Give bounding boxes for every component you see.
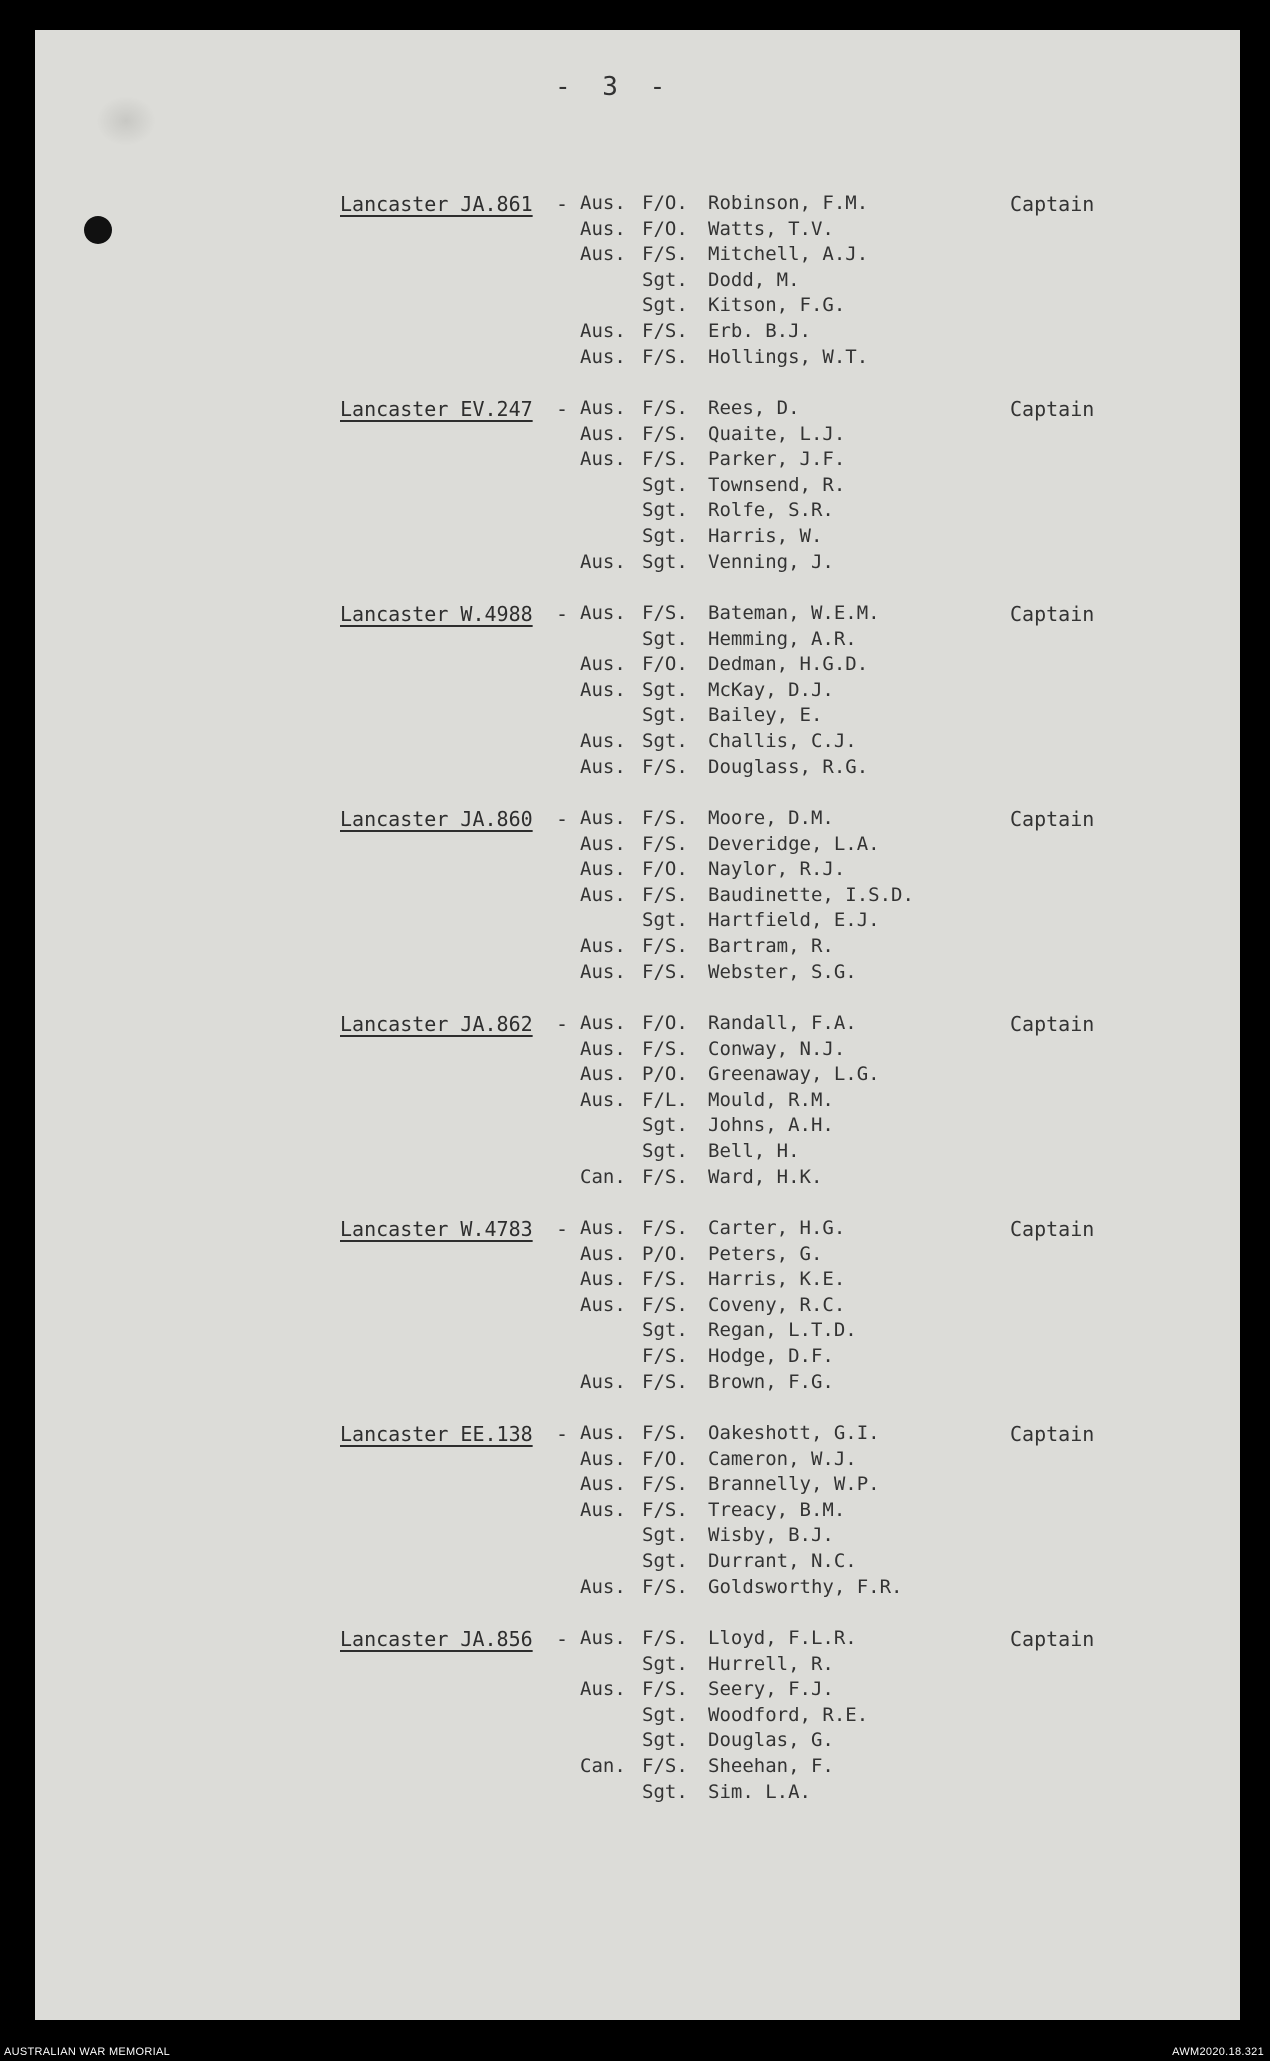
dash-separator: - bbox=[556, 1012, 569, 1036]
crew-member-rank: F/O. bbox=[642, 1012, 688, 1034]
crew-member-rank: F/L. bbox=[642, 1088, 688, 1111]
crew-member-rank: F/S. bbox=[642, 960, 688, 983]
crew-member-nationality: Aus. bbox=[580, 653, 626, 676]
crew-member-name: Coveny, R.C. bbox=[708, 1293, 846, 1316]
crew-member-row bbox=[580, 346, 1000, 372]
dash-separator: - bbox=[556, 192, 569, 216]
crew-member-rank: F/S. bbox=[642, 1678, 688, 1701]
crew-member-rank: Sgt. bbox=[642, 294, 688, 317]
crew-member-name: Bailey, E. bbox=[708, 704, 823, 727]
crew-member-name: Harris, W. bbox=[708, 524, 823, 547]
aircraft-designation: Lancaster W.4988 bbox=[340, 602, 533, 626]
crew-member-row bbox=[580, 1140, 1000, 1166]
crew-members bbox=[580, 397, 1000, 576]
captain-label: Captain bbox=[1010, 192, 1095, 216]
crew-member-name: Mitchell, A.J. bbox=[708, 243, 869, 266]
crew-member-rank: Sgt. bbox=[642, 1729, 688, 1752]
crew-member-nationality: Aus. bbox=[580, 729, 626, 752]
crew-members bbox=[580, 1422, 1000, 1601]
crew-member-name: Cameron, W.J. bbox=[708, 1447, 857, 1470]
crew-member-name: Rees, D. bbox=[708, 397, 800, 419]
crew-member-row bbox=[580, 1627, 1000, 1653]
crew-member-nationality: Aus. bbox=[580, 678, 626, 701]
crew-member-name: Baudinette, I.S.D. bbox=[708, 883, 914, 906]
crew-member-row bbox=[580, 269, 1000, 295]
crew-member-row bbox=[580, 833, 1000, 859]
crew-members bbox=[580, 807, 1000, 986]
crew-member-row bbox=[580, 294, 1000, 320]
crew-member-nationality: Aus. bbox=[580, 192, 626, 214]
crew-member-rank: Sgt. bbox=[642, 1780, 688, 1803]
crew-block bbox=[0, 807, 1270, 1012]
crew-member-name: Carter, H.G. bbox=[708, 1217, 846, 1239]
crew-member-nationality: Aus. bbox=[580, 1473, 626, 1496]
crew-member-name: Deveridge, L.A. bbox=[708, 832, 880, 855]
crew-member-row bbox=[580, 243, 1000, 269]
crew-member-name: Brown, F.G. bbox=[708, 1370, 834, 1393]
aircraft-designation: Lancaster W.4783 bbox=[340, 1217, 533, 1241]
crew-member-row bbox=[580, 1755, 1000, 1781]
crew-member-name: Durrant, N.C. bbox=[708, 1549, 857, 1572]
dash-separator: - bbox=[556, 602, 569, 626]
crew-member-rank: F/S. bbox=[642, 1037, 688, 1060]
crew-member-rank: F/S. bbox=[642, 934, 688, 957]
crew-block bbox=[0, 1627, 1270, 1832]
crew-member-nationality: Aus. bbox=[580, 319, 626, 342]
page-number: - 3 - bbox=[555, 72, 674, 102]
crew-member-name: Randall, F.A. bbox=[708, 1012, 857, 1034]
crew-member-row bbox=[580, 1089, 1000, 1115]
crew-member-name: Sim. L.A. bbox=[708, 1780, 811, 1803]
crew-member-rank: Sgt. bbox=[642, 473, 688, 496]
crew-member-rank: F/S. bbox=[642, 1344, 688, 1367]
crew-member-rank: F/S. bbox=[642, 345, 688, 368]
crew-member-name: Webster, S.G. bbox=[708, 960, 857, 983]
crew-member-row bbox=[580, 653, 1000, 679]
crew-member-name: Quaite, L.J. bbox=[708, 422, 846, 445]
crew-member-rank: P/O. bbox=[642, 1063, 688, 1086]
crew-member-name: Erb. B.J. bbox=[708, 319, 811, 342]
crew-block bbox=[0, 397, 1270, 602]
crew-member-name: Mould, R.M. bbox=[708, 1088, 834, 1111]
dash-separator: - bbox=[556, 1627, 569, 1651]
crew-member-nationality: Aus. bbox=[580, 1447, 626, 1470]
crew-member-row bbox=[580, 628, 1000, 654]
crew-member-nationality: Aus. bbox=[580, 1678, 626, 1701]
crew-member-row bbox=[580, 961, 1000, 987]
crew-member-row bbox=[580, 1704, 1000, 1730]
crew-member-nationality: Aus. bbox=[580, 1422, 626, 1444]
crew-member-row bbox=[580, 1524, 1000, 1550]
crew-member-rank: F/S. bbox=[642, 1268, 688, 1291]
crew-member-row bbox=[580, 525, 1000, 551]
crew-member-nationality: Aus. bbox=[580, 1293, 626, 1316]
captain-label: Captain bbox=[1010, 1012, 1095, 1036]
crew-member-row bbox=[580, 192, 1000, 218]
crew-member-row bbox=[580, 909, 1000, 935]
crew-member-nationality: Aus. bbox=[580, 550, 626, 573]
crew-member-name: Goldsworthy, F.R. bbox=[708, 1575, 903, 1598]
crew-member-name: Douglass, R.G. bbox=[708, 755, 869, 778]
crew-member-row bbox=[580, 1499, 1000, 1525]
crew-member-nationality: Aus. bbox=[580, 448, 626, 471]
crew-member-rank: F/S. bbox=[642, 807, 688, 829]
crew-member-nationality: Aus. bbox=[580, 755, 626, 778]
crew-member-rank: F/O. bbox=[642, 192, 688, 214]
crew-member-nationality: Aus. bbox=[580, 1627, 626, 1649]
crew-member-rank: F/S. bbox=[642, 1575, 688, 1598]
captain-label: Captain bbox=[1010, 1627, 1095, 1651]
crew-member-name: Bartram, R. bbox=[708, 934, 834, 957]
crew-member-rank: Sgt. bbox=[642, 1319, 688, 1342]
crew-member-row bbox=[580, 756, 1000, 782]
crew-member-row bbox=[580, 1473, 1000, 1499]
dash-separator: - bbox=[556, 807, 569, 831]
crew-block bbox=[0, 602, 1270, 807]
crew-member-row bbox=[580, 1678, 1000, 1704]
crew-member-row bbox=[580, 1038, 1000, 1064]
crew-member-name: Robinson, F.M. bbox=[708, 192, 869, 214]
crew-member-nationality: Can. bbox=[580, 1754, 626, 1777]
crew-member-rank: Sgt. bbox=[642, 1114, 688, 1137]
crew-member-rank: Sgt. bbox=[642, 678, 688, 701]
crew-member-row bbox=[580, 474, 1000, 500]
crew-member-row bbox=[580, 1653, 1000, 1679]
crew-member-nationality: Aus. bbox=[580, 1012, 626, 1034]
crew-member-row bbox=[580, 1550, 1000, 1576]
crew-members bbox=[580, 192, 1000, 371]
crew-member-rank: F/S. bbox=[642, 1498, 688, 1521]
crew-member-rank: Sgt. bbox=[642, 1652, 688, 1675]
captain-label: Captain bbox=[1010, 602, 1095, 626]
crew-member-name: Watts, T.V. bbox=[708, 217, 834, 240]
crew-block bbox=[0, 1422, 1270, 1627]
crew-member-rank: F/S. bbox=[642, 1754, 688, 1777]
crew-member-name: Venning, J. bbox=[708, 550, 834, 573]
crew-member-row bbox=[580, 551, 1000, 577]
crew-member-rank: F/S. bbox=[642, 397, 688, 419]
crew-member-rank: F/O. bbox=[642, 653, 688, 676]
crew-member-row bbox=[580, 1422, 1000, 1448]
crew-member-row bbox=[580, 807, 1000, 833]
crew-member-nationality: Aus. bbox=[580, 217, 626, 240]
crew-member-row bbox=[580, 1371, 1000, 1397]
crew-member-rank: Sgt. bbox=[642, 499, 688, 522]
crew-member-name: Parker, J.F. bbox=[708, 448, 846, 471]
crew-member-nationality: Aus. bbox=[580, 243, 626, 266]
crew-member-name: Conway, N.J. bbox=[708, 1037, 846, 1060]
captain-label: Captain bbox=[1010, 397, 1095, 421]
crew-member-rank: F/S. bbox=[642, 243, 688, 266]
crew-member-rank: F/S. bbox=[642, 422, 688, 445]
captain-label: Captain bbox=[1010, 807, 1095, 831]
crew-member-rank: F/S. bbox=[642, 1370, 688, 1393]
crew-member-nationality: Aus. bbox=[580, 602, 626, 624]
crew-member-name: Treacy, B.M. bbox=[708, 1498, 846, 1521]
crew-member-rank: Sgt. bbox=[642, 627, 688, 650]
crew-member-rank: F/O. bbox=[642, 1447, 688, 1470]
crew-member-rank: F/S. bbox=[642, 448, 688, 471]
footer-institution: AUSTRALIAN WAR MEMORIAL bbox=[4, 2046, 171, 2058]
crew-member-name: Sheehan, F. bbox=[708, 1754, 834, 1777]
crew-member-row bbox=[580, 397, 1000, 423]
crew-member-row bbox=[580, 1243, 1000, 1269]
crew-member-name: Challis, C.J. bbox=[708, 729, 857, 752]
crew-member-row bbox=[580, 884, 1000, 910]
crew-member-rank: F/S. bbox=[642, 1473, 688, 1496]
aircraft-designation: Lancaster JA.860 bbox=[340, 807, 533, 831]
crew-members bbox=[580, 1217, 1000, 1396]
crew-member-rank: Sgt. bbox=[642, 1549, 688, 1572]
crew-member-row bbox=[580, 499, 1000, 525]
captain-label: Captain bbox=[1010, 1217, 1095, 1241]
crew-member-nationality: Aus. bbox=[580, 1242, 626, 1265]
crew-member-row bbox=[580, 1268, 1000, 1294]
crew-member-name: Brannelly, W.P. bbox=[708, 1473, 880, 1496]
crew-member-row bbox=[580, 602, 1000, 628]
crew-member-row bbox=[580, 320, 1000, 346]
crew-member-name: Harris, K.E. bbox=[708, 1268, 846, 1291]
crew-member-row bbox=[580, 935, 1000, 961]
crew-member-row bbox=[580, 858, 1000, 884]
crew-member-name: Johns, A.H. bbox=[708, 1114, 834, 1137]
crew-member-rank: Sgt. bbox=[642, 550, 688, 573]
crew-member-name: Bateman, W.E.M. bbox=[708, 602, 880, 624]
crew-member-name: Woodford, R.E. bbox=[708, 1703, 869, 1726]
crew-member-row bbox=[580, 1166, 1000, 1192]
crew-member-nationality: Aus. bbox=[580, 807, 626, 829]
aircraft-designation: Lancaster EE.138 bbox=[340, 1422, 533, 1446]
crew-member-name: Hollings, W.T. bbox=[708, 345, 869, 368]
crew-member-row bbox=[580, 704, 1000, 730]
crew-member-nationality: Can. bbox=[580, 1165, 626, 1188]
crew-member-row bbox=[580, 1319, 1000, 1345]
crew-member-nationality: Aus. bbox=[580, 1088, 626, 1111]
crew-member-nationality: Aus. bbox=[580, 883, 626, 906]
crew-member-nationality: Aus. bbox=[580, 397, 626, 419]
crew-member-rank: F/S. bbox=[642, 602, 688, 624]
crew-member-rank: F/S. bbox=[642, 1217, 688, 1239]
dash-separator: - bbox=[556, 1217, 569, 1241]
aircraft-designation: Lancaster EV.247 bbox=[340, 397, 533, 421]
crew-member-rank: F/S. bbox=[642, 1165, 688, 1188]
crew-member-nationality: Aus. bbox=[580, 832, 626, 855]
crew-member-row bbox=[580, 1012, 1000, 1038]
crew-member-rank: Sgt. bbox=[642, 1524, 688, 1547]
crew-member-name: Wisby, B.J. bbox=[708, 1524, 834, 1547]
footer-accession-number: AWM2020.18.321 bbox=[1172, 2046, 1264, 2058]
crew-member-name: Hartfield, E.J. bbox=[708, 909, 880, 932]
crew-member-rank: P/O. bbox=[642, 1242, 688, 1265]
crew-member-row bbox=[580, 1114, 1000, 1140]
dash-separator: - bbox=[556, 397, 569, 421]
crew-member-nationality: Aus. bbox=[580, 960, 626, 983]
crew-member-row bbox=[580, 1345, 1000, 1371]
crew-members bbox=[580, 1627, 1000, 1806]
paper-smudge bbox=[96, 96, 156, 146]
crew-member-row bbox=[580, 1729, 1000, 1755]
crew-member-nationality: Aus. bbox=[580, 422, 626, 445]
crew-member-name: Hurrell, R. bbox=[708, 1652, 834, 1675]
crew-member-name: Hodge, D.F. bbox=[708, 1344, 834, 1367]
crew-member-row bbox=[580, 218, 1000, 244]
crew-member-nationality: Aus. bbox=[580, 1063, 626, 1086]
crew-member-name: Peters, G. bbox=[708, 1242, 823, 1265]
crew-member-row bbox=[580, 730, 1000, 756]
crew-member-name: Dodd, M. bbox=[708, 268, 800, 291]
captain-label: Captain bbox=[1010, 1422, 1095, 1446]
crew-member-rank: Sgt. bbox=[642, 909, 688, 932]
crew-member-rank: Sgt. bbox=[642, 524, 688, 547]
crew-member-name: Townsend, R. bbox=[708, 473, 846, 496]
crew-members bbox=[580, 602, 1000, 781]
crew-block bbox=[0, 192, 1270, 397]
crew-member-row bbox=[580, 448, 1000, 474]
crew-block bbox=[0, 1012, 1270, 1217]
crew-member-nationality: Aus. bbox=[580, 934, 626, 957]
crew-member-rank: Sgt. bbox=[642, 268, 688, 291]
crew-member-rank: F/O. bbox=[642, 858, 688, 881]
crew-member-rank: Sgt. bbox=[642, 729, 688, 752]
crew-member-name: Greenaway, L.G. bbox=[708, 1063, 880, 1086]
crew-member-row bbox=[580, 679, 1000, 705]
crew-member-rank: F/S. bbox=[642, 883, 688, 906]
crew-member-row bbox=[580, 1781, 1000, 1807]
crew-member-name: Seery, F.J. bbox=[708, 1678, 834, 1701]
crew-member-name: Lloyd, F.L.R. bbox=[708, 1627, 857, 1649]
crew-member-row bbox=[580, 423, 1000, 449]
crew-member-rank: Sgt. bbox=[642, 704, 688, 727]
crew-member-nationality: Aus. bbox=[580, 1217, 626, 1239]
crew-member-row bbox=[580, 1294, 1000, 1320]
crew-member-name: Dedman, H.G.D. bbox=[708, 653, 869, 676]
crew-member-rank: F/S. bbox=[642, 1293, 688, 1316]
crew-member-nationality: Aus. bbox=[580, 1575, 626, 1598]
aircraft-designation: Lancaster JA.862 bbox=[340, 1012, 533, 1036]
crew-member-name: Oakeshott, G.I. bbox=[708, 1422, 880, 1444]
crew-member-name: Kitson, F.G. bbox=[708, 294, 846, 317]
crew-member-row bbox=[580, 1217, 1000, 1243]
crew-member-name: Regan, L.T.D. bbox=[708, 1319, 857, 1342]
crew-member-name: Naylor, R.J. bbox=[708, 858, 846, 881]
crew-member-row bbox=[580, 1576, 1000, 1602]
crew-member-nationality: Aus. bbox=[580, 1268, 626, 1291]
crew-member-rank: F/S. bbox=[642, 755, 688, 778]
aircraft-designation: Lancaster JA.861 bbox=[340, 192, 533, 216]
crew-members bbox=[580, 1012, 1000, 1191]
crew-member-rank: F/S. bbox=[642, 319, 688, 342]
crew-member-nationality: Aus. bbox=[580, 1370, 626, 1393]
crew-member-rank: F/S. bbox=[642, 1422, 688, 1444]
crew-member-name: Moore, D.M. bbox=[708, 807, 834, 829]
crew-member-nationality: Aus. bbox=[580, 345, 626, 368]
dash-separator: - bbox=[556, 1422, 569, 1446]
crew-member-rank: Sgt. bbox=[642, 1703, 688, 1726]
crew-member-name: Rolfe, S.R. bbox=[708, 499, 834, 522]
crew-member-row bbox=[580, 1063, 1000, 1089]
crew-member-rank: Sgt. bbox=[642, 1139, 688, 1162]
crew-member-nationality: Aus. bbox=[580, 1037, 626, 1060]
crew-member-row bbox=[580, 1448, 1000, 1474]
crew-member-name: Ward, H.K. bbox=[708, 1165, 823, 1188]
crew-member-name: McKay, D.J. bbox=[708, 678, 834, 701]
crew-member-rank: F/S. bbox=[642, 1627, 688, 1649]
aircraft-designation: Lancaster JA.856 bbox=[340, 1627, 533, 1651]
crew-member-name: Hemming, A.R. bbox=[708, 627, 857, 650]
crew-member-rank: F/S. bbox=[642, 832, 688, 855]
crew-member-name: Douglas, G. bbox=[708, 1729, 834, 1752]
crew-member-nationality: Aus. bbox=[580, 1498, 626, 1521]
crew-member-nationality: Aus. bbox=[580, 858, 626, 881]
crew-member-name: Bell, H. bbox=[708, 1139, 800, 1162]
crew-member-rank: F/O. bbox=[642, 217, 688, 240]
crew-block bbox=[0, 1217, 1270, 1422]
